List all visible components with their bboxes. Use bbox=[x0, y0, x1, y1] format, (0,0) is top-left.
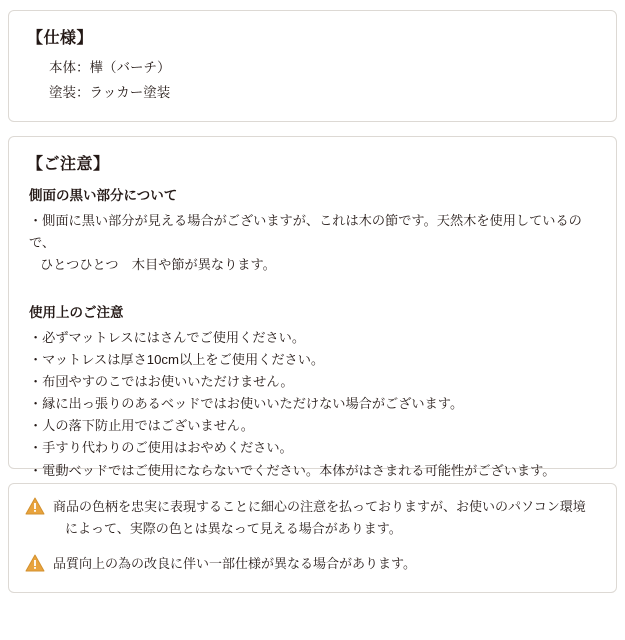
caution-note-item: ・電動ベッドではご使用にならないでください。本体がはさまれる可能性がございます。 bbox=[29, 462, 556, 478]
warning-text bbox=[53, 496, 586, 541]
product-detail-page bbox=[0, 10, 625, 640]
caution-note-item: ・人の落下防止用ではございません。 bbox=[29, 418, 254, 434]
caution-note-line: ・側面に黒い部分が見える場合がございますが、これは木の節です。天然木を使用しているので、 bbox=[29, 213, 582, 251]
caution-panel-title: 【ご注意】 bbox=[27, 156, 110, 173]
caution-note-list-usage bbox=[27, 327, 598, 482]
caution-note-list-black-parts bbox=[27, 210, 598, 277]
spec-panel bbox=[8, 10, 617, 122]
caution-note-item: ・マットレスは厚さ10cm以上をご使用ください。 bbox=[29, 351, 325, 367]
caution-note-item: ・布団やすのこではお使いいただけません。 bbox=[29, 373, 294, 389]
caution-section-heading-usage: 使用上のご注意 bbox=[29, 304, 124, 320]
caution-section-heading-black-parts: 側面の黒い部分について bbox=[29, 188, 178, 203]
warning-text-line-continued: によって、実際の色とは異なって見える場合があります。 bbox=[65, 521, 402, 537]
spec-panel-title: 【仕様】 bbox=[27, 30, 94, 47]
caution-note-item bbox=[29, 210, 598, 277]
warning-row bbox=[25, 496, 600, 541]
caution-note-line-continued: ひとつひとつ 木目や節が異なります。 bbox=[40, 257, 276, 273]
caution-panel bbox=[8, 136, 617, 478]
caution-note-item: ・縁に出っ張りのあるベッドではお使いいただけない場合がございます。 bbox=[29, 396, 464, 412]
spec-list-item: 塗装：ラッカー塗装 bbox=[49, 84, 171, 100]
warning-triangle-icon bbox=[25, 554, 45, 572]
spec-list bbox=[27, 56, 598, 106]
caution-note-item: ・手すり代わりのご使用はおやめください。 bbox=[29, 440, 293, 456]
warning-row bbox=[25, 553, 600, 575]
warning-text-line: 品質向上の為の改良に伴い一部仕様が異なる場合があります。 bbox=[53, 555, 416, 571]
spec-list-item: 本体：樺（バーチ） bbox=[49, 60, 171, 75]
warning-triangle-icon bbox=[25, 497, 45, 515]
warning-panel bbox=[8, 483, 617, 593]
warning-text-line: 商品の色柄を忠実に表現することに細心の注意を払っておりますが、お使いのパソコン環境 bbox=[53, 499, 586, 514]
caution-note-item: ・必ずマットレスにはさんでご使用ください。 bbox=[29, 329, 306, 345]
warning-text bbox=[53, 553, 416, 575]
